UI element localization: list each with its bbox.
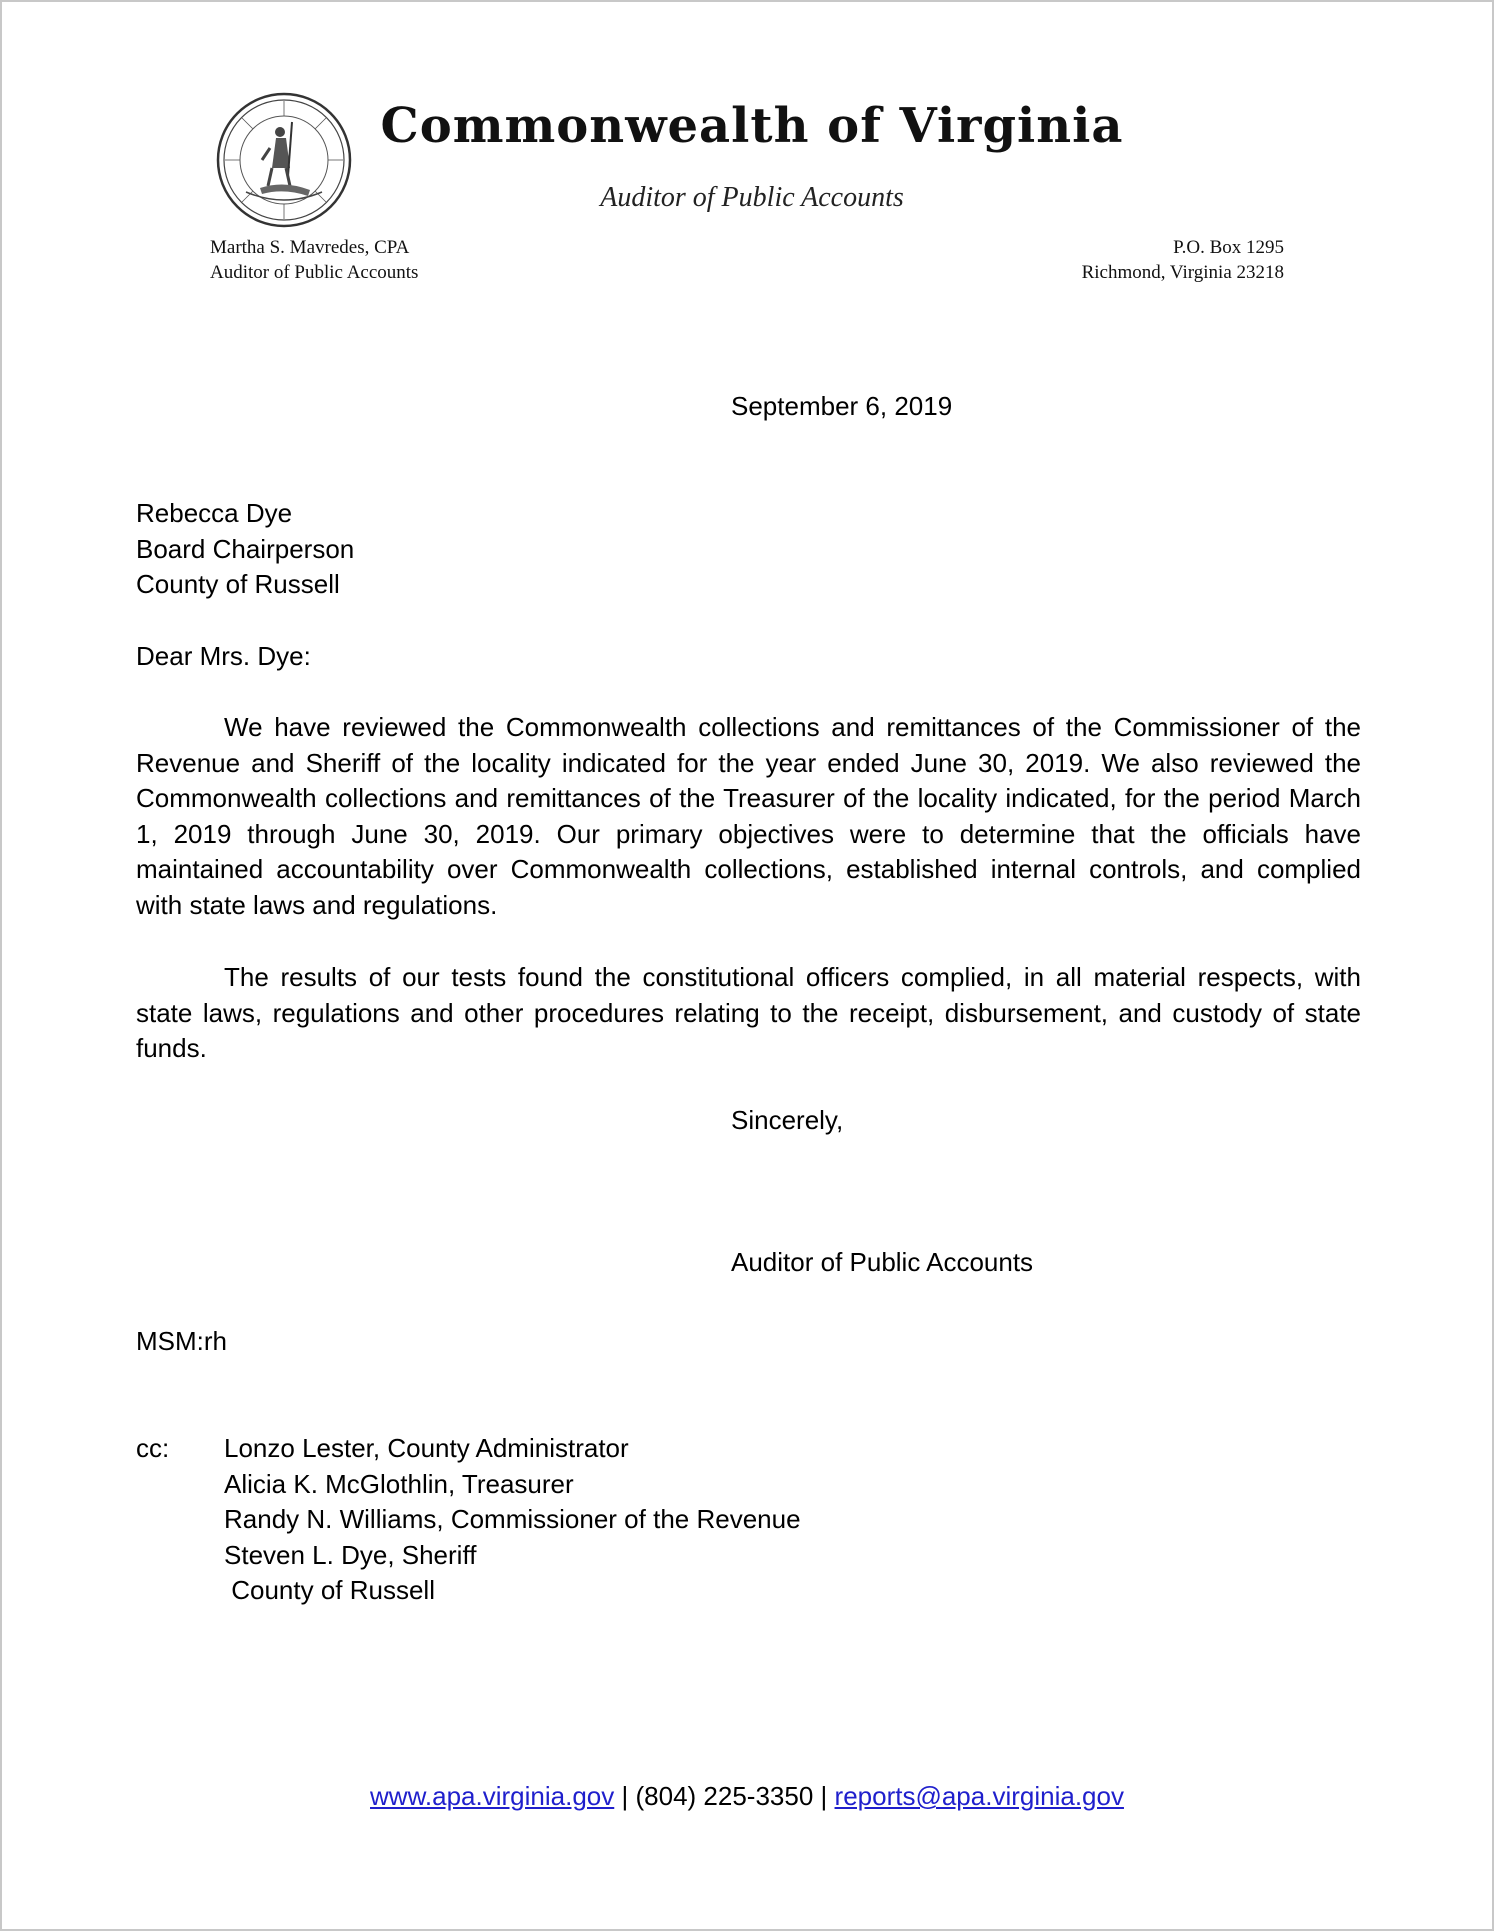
- cc-label: cc:: [136, 1433, 170, 1463]
- letterhead-title: Commonwealth of Virginia: [380, 98, 1124, 154]
- signer: Auditor of Public Accounts: [731, 1247, 1034, 1277]
- footer-separator: |: [621, 1781, 629, 1811]
- auditor-name: Martha S. Mavredes, CPA: [210, 237, 410, 258]
- body-paragraph: We have reviewed the Commonwealth collections and remittances of the Commissioner of the Revenue and Sheriff of the locality indicated for the year ended June 30, 2019. We also reviewed the Commonwealth collections and remittances of the Treasurer of the locality indicated, for the period March 1, 2019 through June 30, 2019. Our primary objectives were to determine that the officials have maintained accountability over Commonwealth collections, established internal controls, and complied with state laws and regulations.: [136, 712, 1361, 920]
- recipient-title: Board Chairperson: [136, 533, 355, 564]
- closing: Sincerely,: [731, 1105, 844, 1135]
- letterhead-address-block: [1082, 235, 1284, 285]
- recipient-name: Rebecca Dye: [136, 498, 293, 528]
- letterhead-auditor-block: [210, 235, 418, 285]
- phone-number: (804) 225-3350: [635, 1781, 814, 1811]
- cc-list: [224, 1431, 801, 1609]
- po-box: P.O. Box 1295: [1173, 237, 1284, 258]
- recipient-locality: County of Russell: [136, 569, 340, 600]
- cc-recipient: Randy N. Williams, Commissioner of the Revenue: [224, 1504, 801, 1535]
- city-state-zip: Richmond, Virginia 23218: [1081, 262, 1284, 283]
- salutation: Dear Mrs. Dye:: [136, 641, 311, 671]
- footer-separator: |: [820, 1781, 828, 1811]
- recipient-address: [136, 496, 354, 603]
- body-paragraph: The results of our tests found the constitutional officers complied, in all material respects, with state laws, regulations and other procedures relating to the receipt, disbursement, and custody of state funds.: [136, 962, 1361, 1064]
- auditor-title: Auditor of Public Accounts: [210, 262, 419, 283]
- website-link[interactable]: www.apa.virginia.gov: [370, 1781, 615, 1811]
- footer: [2, 1779, 1492, 1815]
- cc-recipient: Lonzo Lester, County Administrator: [224, 1433, 629, 1463]
- reference-initials: MSM:rh: [136, 1326, 227, 1356]
- cc-recipient: Steven L. Dye, Sheriff: [224, 1539, 477, 1570]
- cc-recipient: Alicia K. McGlothlin, Treasurer: [224, 1468, 574, 1499]
- email-link[interactable]: reports@apa.virginia.gov: [834, 1781, 1124, 1811]
- letter-date: September 6, 2019: [731, 391, 953, 421]
- cc-recipient: County of Russell: [224, 1575, 435, 1606]
- letterhead-subtitle: Auditor of Public Accounts: [600, 182, 904, 213]
